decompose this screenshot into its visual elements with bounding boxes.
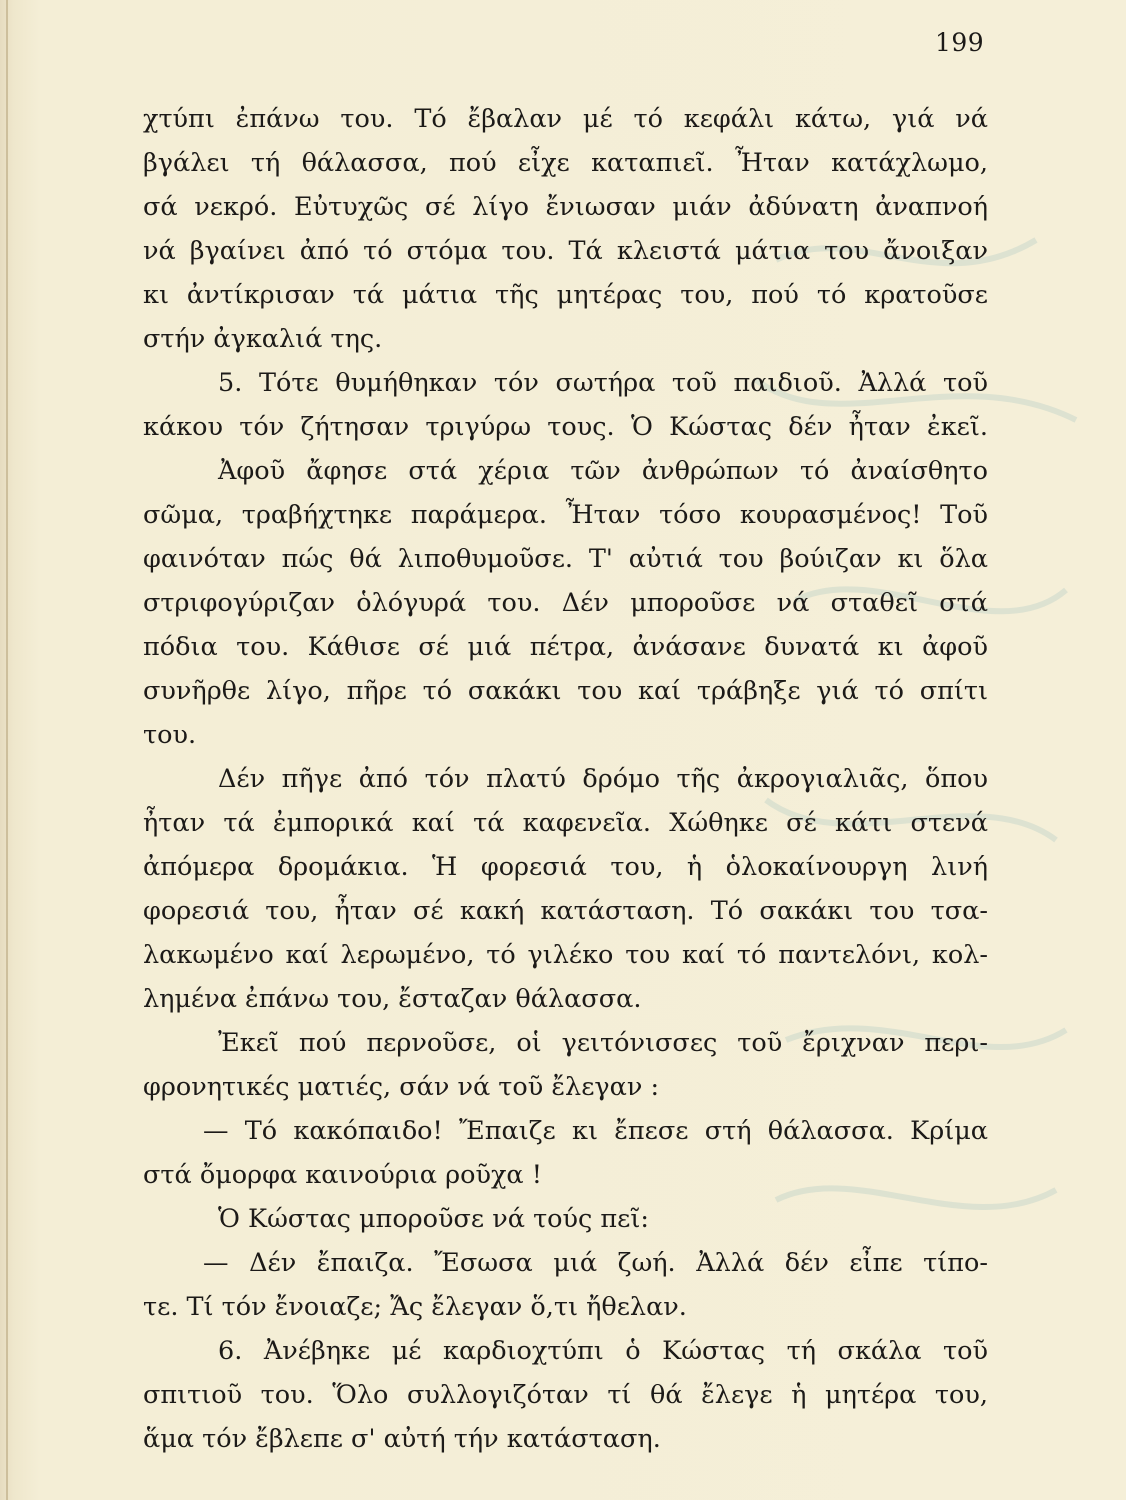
text-line: σπιτιοῦ του. Ὅλο συλλογιζόταν τί θά ἔλεγε ἡ μητέρα του, bbox=[143, 1380, 988, 1410]
text-line: ἦταν τά ἐμπορικά καί τά καφενεῖα. Χώθηκε σέ κάτι στενά bbox=[143, 808, 988, 838]
text-line: συνῆρθε λίγο, πῆρε τό σακάκι του καί τράβηξε γιά τό σπίτι bbox=[143, 676, 988, 706]
text-line: του. bbox=[143, 720, 197, 750]
text-line: κάκου τόν ζήτησαν τριγύρω τους. Ὁ Κώστας δέν ἦταν ἐκεῖ. bbox=[143, 412, 988, 442]
text-line: φρονητικές ματιές, σάν νά τοῦ ἔλεγαν : bbox=[143, 1072, 660, 1102]
text-line: στήν ἀγκαλιά της. bbox=[143, 324, 383, 354]
text-line: ἀπόμερα δρομάκια. Ἡ φορεσιά του, ἡ ὁλοκαίνουργη λινή bbox=[143, 852, 988, 882]
text-line: φορεσιά του, ἦταν σέ κακή κατάσταση. Τό σακάκι του τσα- bbox=[143, 896, 988, 926]
text-line: — Δέν ἔπαιζα. Ἔσωσα μιά ζωή. Ἀλλά δέν εἶπε τίπο- bbox=[203, 1248, 988, 1278]
text-line: στριφογύριζαν ὁλόγυρά του. Δέν μποροῦσε νά σταθεῖ στά bbox=[143, 588, 988, 618]
text-line: τε. Τί τόν ἔνοιαζε; Ἄς ἔλεγαν ὅ,τι ἤθελαν. bbox=[143, 1292, 687, 1322]
text-line: λημένα ἐπάνω του, ἔσταζαν θάλασσα. bbox=[143, 984, 642, 1014]
text-line: στά ὄμορφα καινούρια ροῦχα ! bbox=[143, 1160, 542, 1190]
text-line: νά βγαίνει ἀπό τό στόμα του. Τά κλειστά μάτια του ἄνοιξαν bbox=[143, 236, 988, 266]
text-line: βγάλει τή θάλασσα, πού εἶχε καταπιεῖ. Ἦταν κατάχλωμο, bbox=[143, 148, 988, 178]
text-line: Ὁ Κώστας μποροῦσε νά τούς πεῖ: bbox=[218, 1204, 649, 1234]
text-line: σῶμα, τραβήχτηκε παράμερα. Ἦταν τόσο κουρασμένος! Τοῦ bbox=[143, 500, 988, 530]
text-line: φαινόταν πώς θά λιποθυμοῦσε. Τ' αὐτιά του βούιζαν κι ὅλα bbox=[143, 544, 988, 574]
text-line: ἅμα τόν ἔβλεπε σ' αὐτή τήν κατάσταση. bbox=[143, 1424, 661, 1454]
text-line: λακωμένο καί λερωμένο, τό γιλέκο του καί τό παντελόνι, κολ- bbox=[143, 940, 988, 970]
page-spine bbox=[6, 0, 8, 1500]
text-line: σά νεκρό. Εὐτυχῶς σέ λίγο ἔνιωσαν μιάν ἀδύνατη ἀναπνοή bbox=[143, 192, 988, 222]
text-line: πόδια του. Κάθισε σέ μιά πέτρα, ἀνάσανε δυνατά κι ἀφοῦ bbox=[143, 632, 988, 662]
text-line: Δέν πῆγε ἀπό τόν πλατύ δρόμο τῆς ἀκρογιαλιᾶς, ὅπου bbox=[218, 764, 988, 794]
text-line: χτύπι ἐπάνω του. Τό ἔβαλαν μέ τό κεφάλι κάτω, γιά νά bbox=[143, 104, 988, 134]
body-text bbox=[143, 97, 988, 1461]
text-line: — Τό κακόπαιδο! Ἔπαιζε κι ἔπεσε στή θάλασσα. Κρίμα bbox=[203, 1116, 988, 1146]
page-number: 199 bbox=[935, 28, 985, 57]
text-line: Ἐκεῖ πού περνοῦσε, οἱ γειτόνισσες τοῦ ἔριχναν περι- bbox=[218, 1028, 988, 1058]
text-line: Ἀφοῦ ἄφησε στά χέρια τῶν ἀνθρώπων τό ἀναίσθητο bbox=[218, 456, 988, 486]
text-line: 6. Ἀνέβηκε μέ καρδιοχτύπι ὁ Κώστας τή σκάλα τοῦ bbox=[218, 1336, 988, 1366]
text-line: 5. Τότε θυμήθηκαν τόν σωτήρα τοῦ παιδιοῦ. Ἀλλά τοῦ bbox=[218, 368, 988, 398]
text-line: κι ἀντίκρισαν τά μάτια τῆς μητέρας του, πού τό κρατοῦσε bbox=[143, 280, 988, 310]
